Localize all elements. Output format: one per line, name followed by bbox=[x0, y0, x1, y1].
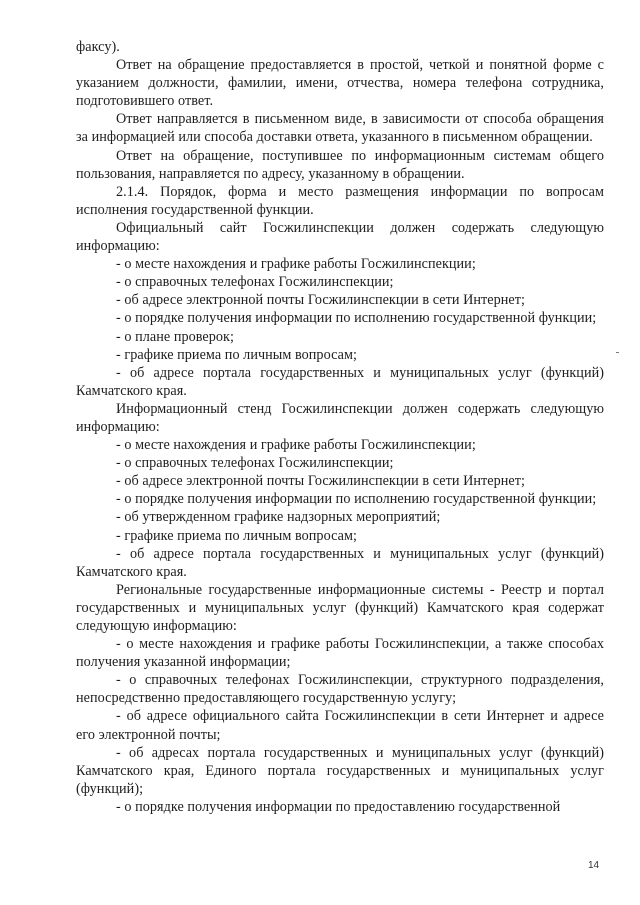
paragraph: - графике приема по личным вопросам; bbox=[116, 527, 357, 544]
paragraph: - о месте нахождения и графике работы Госжилинспекции; bbox=[116, 256, 476, 273]
paragraph: - о порядке получения информации по исполнению государственной функции; bbox=[116, 310, 597, 327]
margin-mark bbox=[616, 352, 619, 353]
paragraph: Региональные государственные информационные системы - Реестр и портал государственных и муниципальных услуг (функций) Камчатского края содержат следующую информацию: bbox=[76, 581, 604, 634]
paragraph: - об адресе портала государственных и муниципальных услуг (функций) Камчатского края. bbox=[76, 364, 604, 399]
paragraph: Официальный сайт Госжилинспекции должен содержать следующую информацию: bbox=[76, 219, 604, 255]
paragraph: - об адресе официального сайта Госжилинспекции в сети Интернет и адресе его электронной почты; bbox=[76, 708, 604, 743]
paragraph: Ответ направляется в письменном виде, в зависимости от способа обращения за информацией или способа доставки ответа, указанного в письменном обращении. bbox=[76, 111, 604, 146]
paragraph: Ответ на обращение, поступившее по информационным системам общего пользования, направляется по адресу, указанному в обращении. bbox=[76, 147, 604, 182]
paragraph: Ответ на обращение предоставляется в простой, четкой и понятной форме с указанием должности, фамилии, имени, отчества, номера телефона сотрудника, подготовившего ответ. bbox=[76, 57, 604, 110]
paragraph: - об адресах портала государственных и муниципальных услуг (функций) Камчатского края, Единого портала государственных и муниципальных услуг (функций); bbox=[76, 744, 604, 797]
paragraph: факсу). bbox=[76, 39, 120, 55]
paragraph: - о месте нахождения и графике работы Госжилинспекции; bbox=[116, 437, 476, 454]
paragraph: Информационный стенд Госжилинспекции должен содержать следующую информацию: bbox=[76, 400, 604, 435]
paragraph: - о порядке получения информации по предоставлению государственной bbox=[116, 798, 561, 815]
paragraph: - о справочных телефонах Госжилинспекции; bbox=[116, 455, 394, 472]
paragraph: - графике приема по личным вопросам; bbox=[116, 346, 357, 363]
paragraph: - об утвержденном графике надзорных мероприятий; bbox=[116, 509, 441, 526]
paragraph: - о справочных телефонах Госжилинспекции, структурного подразделения, непосредственно предоставляющего государственную услугу; bbox=[76, 672, 604, 707]
paragraph: - о месте нахождения и графике работы Госжилинспекции, а также способах получения указанной информации; bbox=[76, 636, 604, 671]
document-body bbox=[76, 38, 604, 816]
paragraph: - о порядке получения информации по исполнению государственной функции; bbox=[116, 491, 597, 508]
paragraph: 2.1.4. Порядок, форма и место размещения информации по вопросам исполнения государственной функции. bbox=[76, 183, 604, 218]
paragraph: - о справочных телефонах Госжилинспекции; bbox=[116, 274, 394, 291]
paragraph: - о плане проверок; bbox=[116, 328, 234, 345]
page-number: 14 bbox=[588, 860, 600, 871]
paragraph: - об адресе портала государственных и муниципальных услуг (функций) Камчатского края. bbox=[76, 545, 604, 580]
paragraph: - об адресе электронной почты Госжилинспекции в сети Интернет; bbox=[116, 292, 526, 309]
paragraph: - об адресе электронной почты Госжилинспекции в сети Интернет; bbox=[116, 473, 526, 490]
